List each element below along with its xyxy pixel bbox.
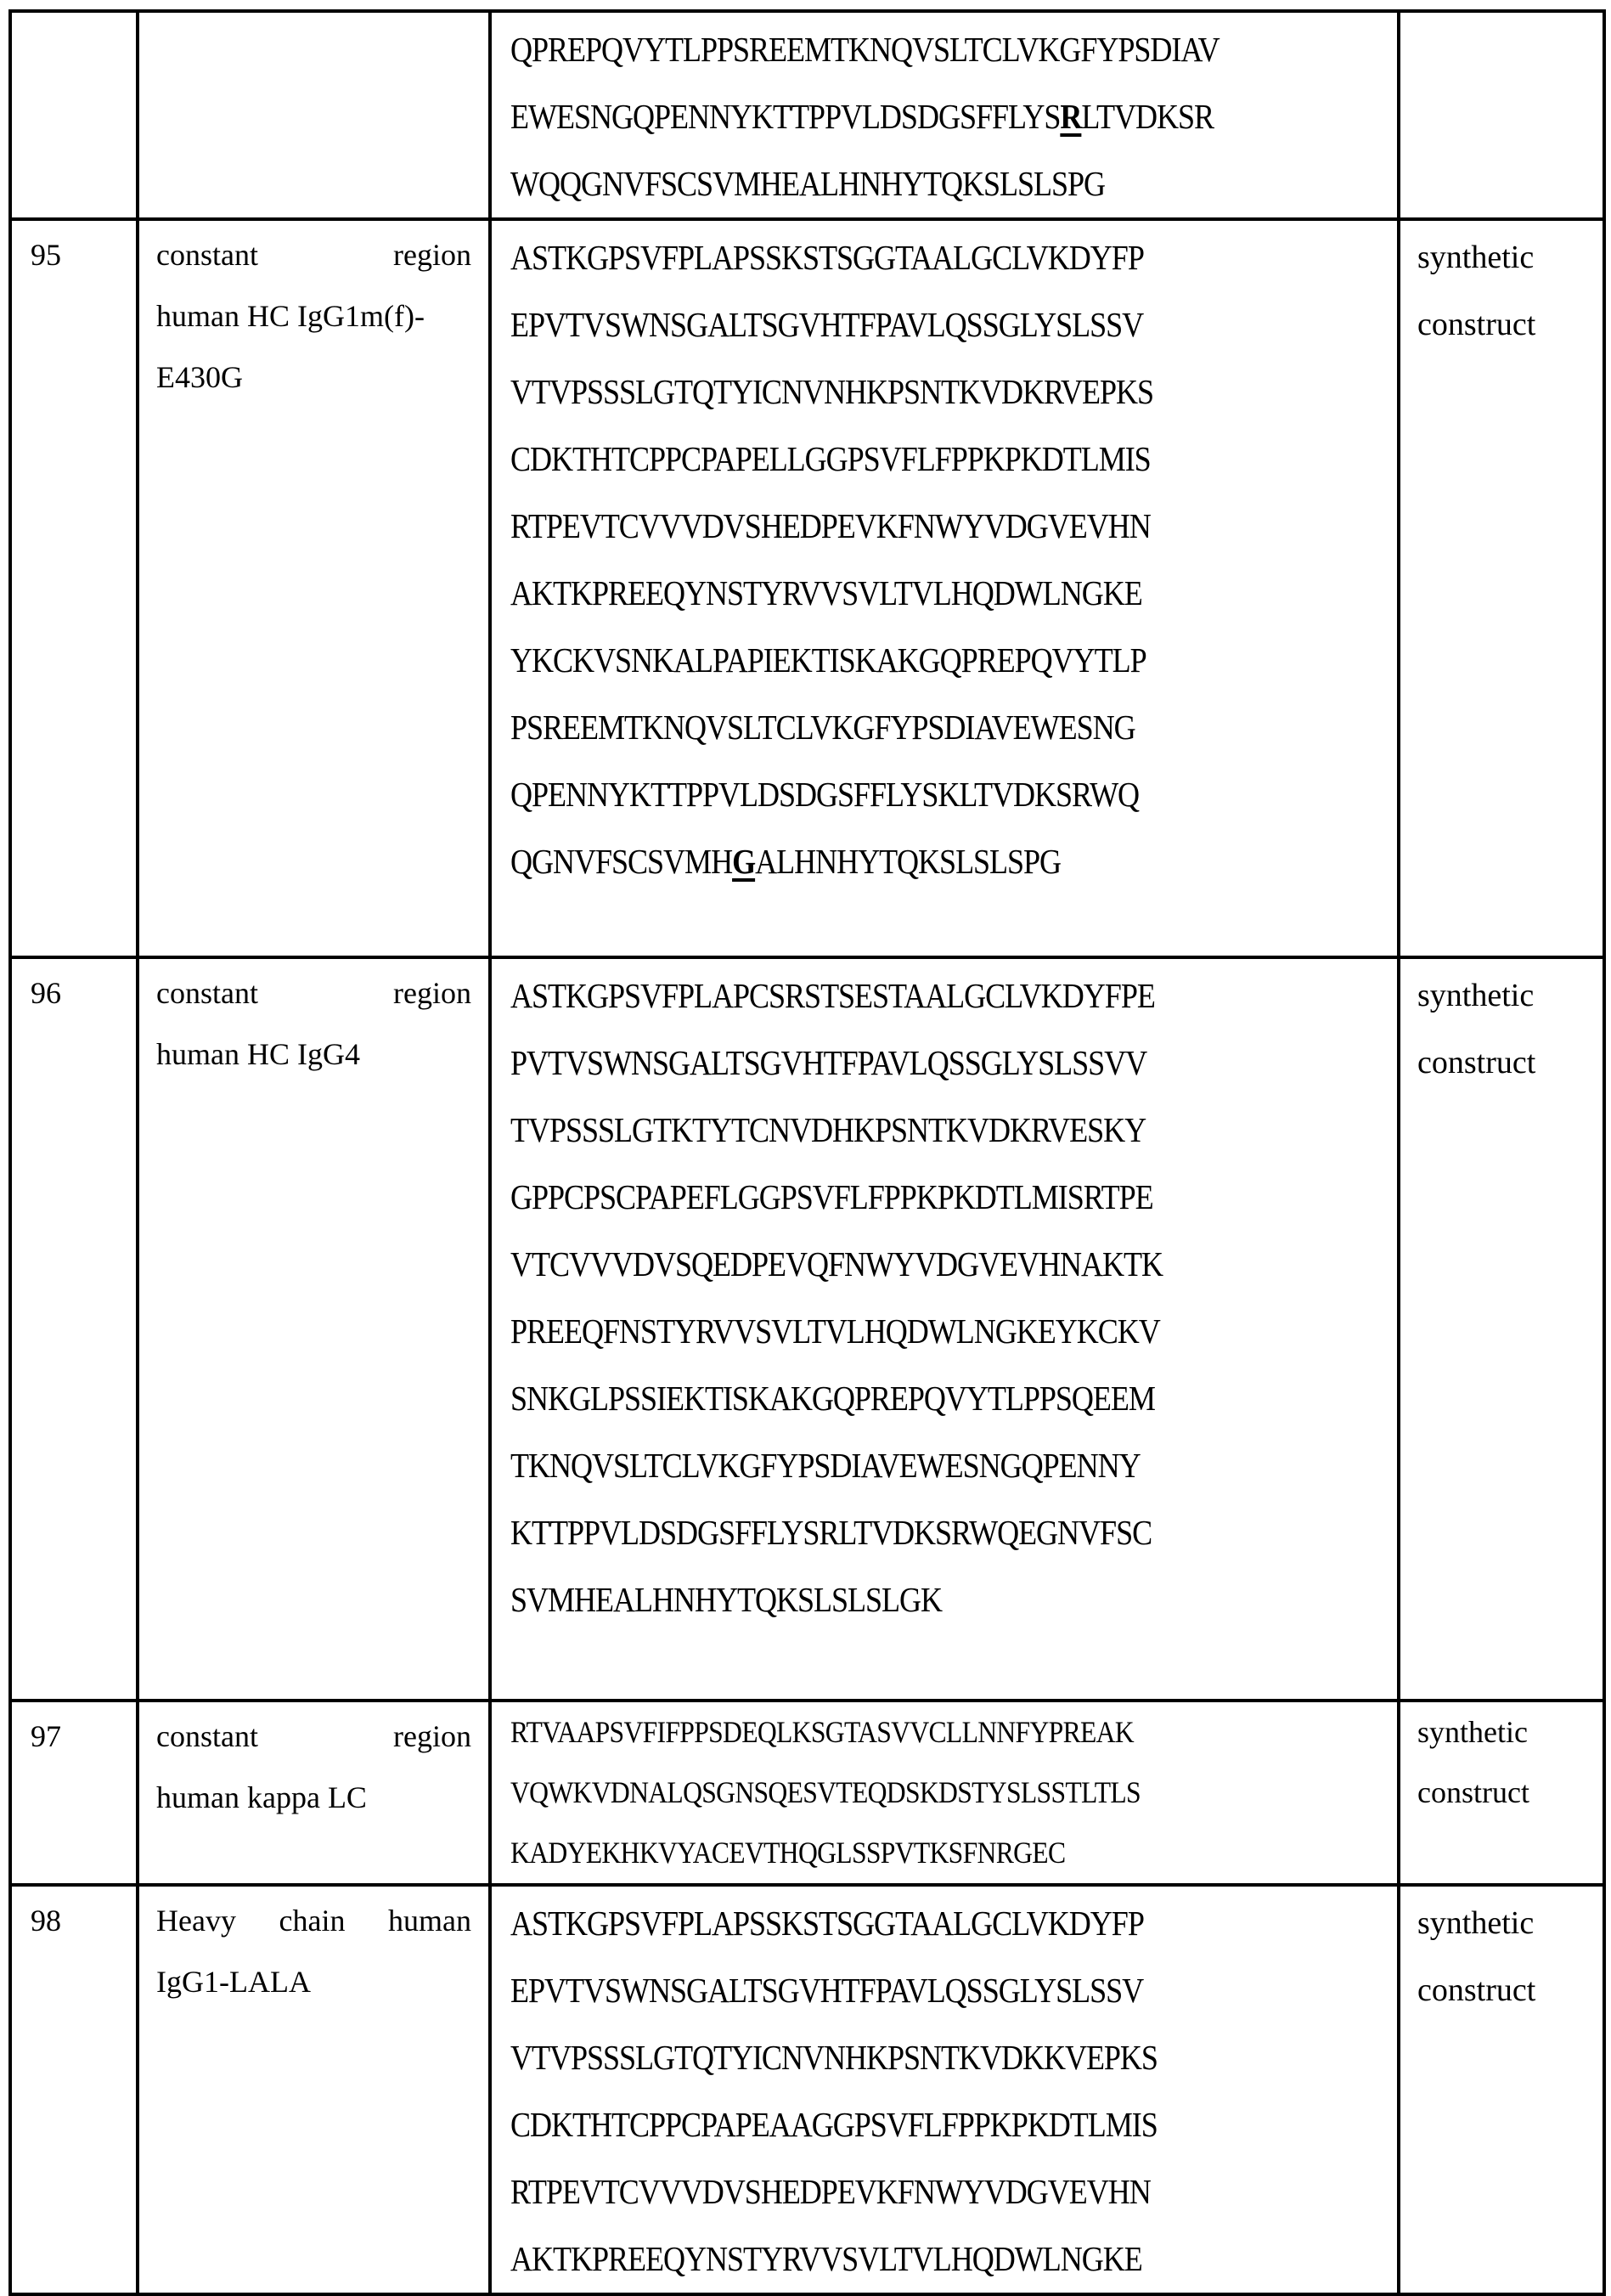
source-line: construct (1417, 1775, 1529, 1809)
source-line: synthetic (1417, 978, 1535, 1013)
description-cell (138, 219, 490, 957)
source-cell (1399, 11, 1604, 219)
sequence-line: KTTPPVLDSDGSFFLYSRLTVDKSRWQEGNVFSC (510, 1513, 1152, 1552)
description-line: E430G (156, 360, 243, 394)
sequence-line: CDKTHTCPPCPAPELLGGPSVFLFPPKPKDTLMIS (510, 439, 1151, 478)
description-line: constant region (156, 976, 471, 1010)
description-line: human HC IgG1m(f)- (156, 299, 425, 333)
table-row-96 (10, 957, 1604, 1701)
sequence-line: SVMHEALHNHYTQKSLSLSLGK (510, 1580, 942, 1619)
source-cell (1399, 957, 1604, 1701)
table-row-95 (10, 219, 1604, 957)
sequence-line: YKCKVSNKALPAPIEKTISKAKGQPREPQVYTLP (510, 640, 1146, 680)
description-line: IgG1-LALA (156, 1965, 311, 1999)
sequence-line: TKNQVSLTCLVKGFYPSDIAVEWESNGQPENNY (510, 1446, 1141, 1485)
table-row-continuation (10, 11, 1604, 219)
sequence-cell (490, 1701, 1399, 1885)
sequence-line: ASTKGPSVFPLAPCSRSTSESTAALGCLVKDYFPE (510, 976, 1155, 1015)
sequence-line: QPREPQVYTLPPSREEMTKNQVSLTCLVKGFYPSDIAV (510, 30, 1220, 69)
description-cell (138, 1885, 490, 2294)
seq-id-cell: 96 (10, 957, 138, 1701)
sequence-line: QPENNYKTTPPVLDSDGSFFLYSKLTVDKSRWQ (510, 775, 1140, 814)
source-line: construct (1417, 1045, 1536, 1080)
table-row-98 (10, 1885, 1604, 2294)
source-line: construct (1417, 307, 1536, 342)
sequence-line: WQQGNVFSCSVMHEALHNHYTQKSLSLSPG (510, 164, 1106, 203)
source-line: synthetic (1417, 1905, 1535, 1941)
description-cell (138, 11, 490, 219)
sequence-line: VTCVVVDVSQEDPEVQFNWYVDGVEVHNAKTK (510, 1244, 1163, 1283)
source-line: construct (1417, 1972, 1536, 2008)
mutation-residue: G (732, 842, 756, 881)
description-cell (138, 957, 490, 1701)
sequence-line: AKTKPREEQYNSTYRVVSVLTVLHQDWLNGKE (510, 2239, 1142, 2278)
description-line: human kappa LC (156, 1780, 367, 1814)
sequence-line: VTVPSSSLGTQTYICNVNHKPSNTKVDKRVEPKS (510, 372, 1154, 411)
source-line: synthetic (1417, 1715, 1528, 1749)
sequence-line: RTPEVTCVVVDVSHEDPEVKFNWYVDGVEVHN (510, 506, 1151, 545)
mutation-residue: R (1060, 97, 1082, 136)
sequence-line: PREEQFNSTYRVVSVLTVLHQDWLNGKEYKCKV (510, 1312, 1160, 1351)
sequence-cell (490, 11, 1399, 219)
seq-id-cell: 98 (10, 1885, 138, 2294)
sequence-line: QGNVFSCSVMHGALHNHYTQKSLSLSPG (510, 842, 1062, 881)
sequence-line: ASTKGPSVFPLAPSSKSTSGGTAALGCLVKDYFP (510, 1904, 1144, 1943)
sequence-line: EPVTVSWNSGALTSGVHTFPAVLQSSGLYSLSSV (510, 1971, 1144, 2010)
source-line: synthetic (1417, 240, 1535, 275)
sequence-line: VQWKVDNALQSGNSQESVTEQDSKDSTYSLSSTLTLS (510, 1775, 1141, 1809)
description-line: Heavy chain human (156, 1904, 471, 1938)
seq-id-cell: 97 (10, 1701, 138, 1885)
sequence-line: ASTKGPSVFPLAPSSKSTSGGTAALGCLVKDYFP (510, 238, 1144, 277)
sequence-cell (490, 219, 1399, 957)
sequence-line: PSREEMTKNQVSLTCLVKGFYPSDIAVEWESNG (510, 708, 1135, 747)
description-line: constant region (156, 1719, 471, 1753)
seq-id-cell: 95 (10, 219, 138, 957)
seq-id-cell (10, 11, 138, 219)
sequence-table (8, 9, 1606, 2296)
description-line: human HC IgG4 (156, 1037, 360, 1071)
sequence-line: KADYEKHKVYACEVTHQGLSSPVTKSFNRGEC (510, 1836, 1066, 1870)
sequence-line: AKTKPREEQYNSTYRVVSVLTVLHQDWLNGKE (510, 573, 1142, 612)
table-row-97 (10, 1701, 1604, 1885)
sequence-cell (490, 1885, 1399, 2294)
sequence-line: CDKTHTCPPCPAPEAAGGPSVFLFPPKPKDTLMIS (510, 2105, 1158, 2144)
source-cell (1399, 1885, 1604, 2294)
sequence-line: SNKGLPSSIEKTISKAKGQPREPQVYTLPPSQEEM (510, 1379, 1155, 1418)
sequence-line: VTVPSSSLGTQTYICNVNHKPSNTKVDKKVEPKS (510, 2038, 1158, 2077)
sequence-line: EWESNGQPENNYKTTPPVLDSDGSFFLYSRLTVDKSR (510, 97, 1214, 136)
description-line: constant region (156, 238, 471, 272)
sequence-line: EPVTVSWNSGALTSGVHTFPAVLQSSGLYSLSSV (510, 305, 1144, 344)
sequence-line: RTPEVTCVVVDVSHEDPEVKFNWYVDGVEVHN (510, 2172, 1151, 2211)
sequence-line: TVPSSSLGTKTYTCNVDHKPSNTKVDKRVESKY (510, 1110, 1146, 1149)
source-cell (1399, 1701, 1604, 1885)
source-cell (1399, 219, 1604, 957)
sequence-cell (490, 957, 1399, 1701)
sequence-line: PVTVSWNSGALTSGVHTFPAVLQSSGLYSLSSVV (510, 1043, 1147, 1082)
sequence-line: RTVAAPSVFIFPPSDEQLKSGTASVVCLLNNFYPREAK (510, 1715, 1134, 1749)
description-cell (138, 1701, 490, 1885)
sequence-line: GPPCPSCPAPEFLGGPSVFLFPPKPKDTLMISRTPE (510, 1177, 1153, 1216)
